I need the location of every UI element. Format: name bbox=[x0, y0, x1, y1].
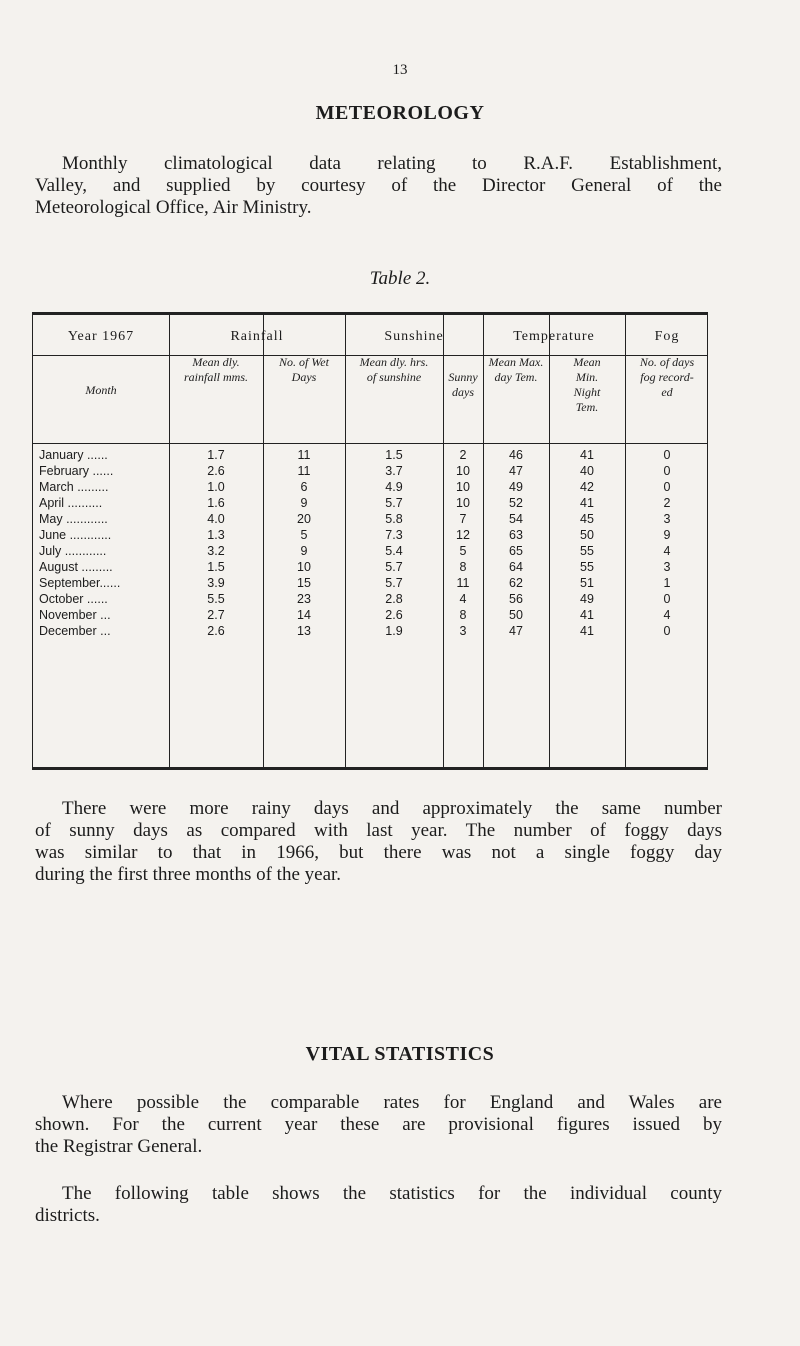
cell-wet-days: 9 bbox=[300, 544, 308, 558]
cell-max-temp: 47 bbox=[509, 624, 523, 638]
cell-wet-days: 23 bbox=[297, 592, 311, 606]
cell-fog-days: 2 bbox=[663, 496, 671, 510]
cell-sunshine-hours: 1.9 bbox=[385, 624, 403, 638]
cell-month: January ...... bbox=[39, 448, 108, 462]
cell-rainfall: 1.7 bbox=[207, 448, 225, 462]
subheader-max-temp: Mean Max. day Tem. bbox=[488, 355, 544, 384]
cell-min-temp: 40 bbox=[580, 464, 594, 478]
cell-sunshine-hours: 3.7 bbox=[385, 464, 403, 478]
header-sunshine: Sunshine bbox=[384, 329, 444, 344]
cell-month: June ............ bbox=[39, 528, 112, 542]
header-year: Year 1967 bbox=[67, 329, 135, 344]
subheader-wet-days: No. of Wet Days bbox=[279, 355, 329, 384]
cell-month: October ...... bbox=[39, 592, 108, 606]
cell-max-temp: 54 bbox=[509, 512, 523, 526]
summary-line: during the first three months of the year. bbox=[35, 864, 342, 885]
cell-min-temp: 41 bbox=[580, 496, 594, 510]
cell-rainfall: 3.9 bbox=[207, 576, 225, 590]
subheader-sunshine-hours: Mean dly. hrs. of sunshine bbox=[359, 355, 429, 384]
cell-rainfall: 1.0 bbox=[207, 480, 225, 494]
cell-min-temp: 49 bbox=[580, 592, 594, 606]
cell-max-temp: 49 bbox=[509, 480, 523, 494]
subheader-month: Month bbox=[85, 383, 117, 397]
summary-line: of sunny days as compared with last year. The number of foggy days bbox=[35, 820, 722, 841]
table-row bbox=[33, 496, 707, 512]
subheader-mean-rainfall: Mean dly. rainfall mms. bbox=[183, 355, 248, 384]
cell-max-temp: 62 bbox=[509, 576, 523, 590]
vital-line: districts. bbox=[35, 1205, 100, 1226]
cell-fog-days: 0 bbox=[663, 624, 671, 638]
cell-min-temp: 55 bbox=[580, 560, 594, 574]
cell-rainfall: 2.7 bbox=[207, 608, 225, 622]
cell-rainfall: 1.3 bbox=[207, 528, 225, 542]
cell-month: August ......... bbox=[39, 560, 113, 574]
cell-wet-days: 11 bbox=[297, 448, 311, 462]
cell-month: April .......... bbox=[39, 496, 103, 510]
cell-min-temp: 41 bbox=[580, 608, 594, 622]
cell-month: December ... bbox=[39, 624, 111, 638]
cell-max-temp: 65 bbox=[509, 544, 523, 558]
table-row bbox=[33, 624, 707, 640]
cell-sunshine-hours: 2.8 bbox=[385, 592, 403, 606]
cell-rainfall: 3.2 bbox=[207, 544, 225, 558]
cell-rainfall: 5.5 bbox=[207, 592, 225, 606]
cell-wet-days: 5 bbox=[300, 528, 308, 542]
subheader-fog-days: No. of days fog record- ed bbox=[639, 355, 695, 399]
cell-min-temp: 55 bbox=[580, 544, 594, 558]
cell-month: February ...... bbox=[39, 464, 114, 478]
cell-rainfall: 4.0 bbox=[207, 512, 225, 526]
climate-table bbox=[32, 312, 708, 770]
cell-sunshine-hours: 2.6 bbox=[385, 608, 403, 622]
table-caption: Table 2. bbox=[369, 268, 431, 289]
cell-fog-days: 4 bbox=[663, 544, 671, 558]
cell-sunny-days: 4 bbox=[459, 592, 467, 606]
cell-sunshine-hours: 5.4 bbox=[385, 544, 403, 558]
page-number: 13 bbox=[392, 62, 408, 78]
cell-sunshine-hours: 1.5 bbox=[385, 448, 403, 462]
header-divider bbox=[33, 443, 707, 444]
cell-fog-days: 0 bbox=[663, 480, 671, 494]
subheader-min-temp: Mean Min. Night Tem. bbox=[573, 355, 601, 414]
cell-wet-days: 11 bbox=[297, 464, 311, 478]
cell-sunny-days: 2 bbox=[459, 448, 467, 462]
cell-wet-days: 6 bbox=[300, 480, 308, 494]
table-row bbox=[33, 544, 707, 560]
cell-min-temp: 41 bbox=[580, 624, 594, 638]
intro-line: Monthly climatological data relating to R.A.F. Establishment, bbox=[62, 153, 722, 174]
cell-sunny-days: 5 bbox=[459, 544, 467, 558]
cell-rainfall: 2.6 bbox=[207, 464, 225, 478]
summary-line: There were more rainy days and approximately the same number bbox=[62, 798, 722, 819]
cell-sunny-days: 11 bbox=[456, 576, 470, 590]
cell-sunny-days: 10 bbox=[456, 496, 470, 510]
cell-sunny-days: 8 bbox=[459, 560, 467, 574]
cell-min-temp: 42 bbox=[580, 480, 594, 494]
vital-line: shown. For the current year these are provisional figures issued by bbox=[35, 1114, 722, 1135]
cell-max-temp: 64 bbox=[509, 560, 523, 574]
cell-month: March ......... bbox=[39, 480, 109, 494]
cell-fog-days: 4 bbox=[663, 608, 671, 622]
cell-sunny-days: 3 bbox=[459, 624, 467, 638]
vital-line: The following table shows the statistics for the individual county bbox=[62, 1183, 722, 1204]
cell-sunny-days: 8 bbox=[459, 608, 467, 622]
header-temperature: Temperature bbox=[513, 329, 595, 344]
cell-wet-days: 9 bbox=[300, 496, 308, 510]
cell-sunshine-hours: 4.9 bbox=[385, 480, 403, 494]
cell-sunshine-hours: 5.7 bbox=[385, 496, 403, 510]
meteorology-title: METEOROLOGY bbox=[315, 102, 485, 124]
table-row bbox=[33, 560, 707, 576]
cell-sunny-days: 7 bbox=[459, 512, 467, 526]
cell-month: September...... bbox=[39, 576, 121, 590]
cell-max-temp: 56 bbox=[509, 592, 523, 606]
intro-line: Valley, and supplied by courtesy of the Director General of the bbox=[35, 175, 722, 196]
cell-fog-days: 3 bbox=[663, 512, 671, 526]
cell-fog-days: 9 bbox=[663, 528, 671, 542]
cell-month: November ... bbox=[39, 608, 111, 622]
cell-rainfall: 2.6 bbox=[207, 624, 225, 638]
intro-line: Meteorological Office, Air Ministry. bbox=[35, 197, 312, 218]
cell-max-temp: 52 bbox=[509, 496, 523, 510]
vital-line: Where possible the comparable rates for England and Wales are bbox=[62, 1092, 722, 1113]
cell-max-temp: 63 bbox=[509, 528, 523, 542]
cell-min-temp: 45 bbox=[580, 512, 594, 526]
cell-sunshine-hours: 7.3 bbox=[385, 528, 403, 542]
table-row bbox=[33, 512, 707, 528]
cell-fog-days: 0 bbox=[663, 464, 671, 478]
subheader-sunny-days: Sunny days bbox=[448, 370, 478, 399]
table-row bbox=[33, 480, 707, 496]
header-fog: Fog bbox=[654, 329, 680, 344]
cell-fog-days: 1 bbox=[663, 576, 671, 590]
cell-min-temp: 50 bbox=[580, 528, 594, 542]
cell-fog-days: 0 bbox=[663, 448, 671, 462]
table-body bbox=[33, 448, 707, 640]
cell-wet-days: 13 bbox=[297, 624, 311, 638]
cell-sunny-days: 12 bbox=[456, 528, 470, 542]
table-row bbox=[33, 576, 707, 592]
summary-line: was similar to that in 1966, but there was not a single foggy day bbox=[35, 842, 722, 863]
cell-sunshine-hours: 5.7 bbox=[385, 576, 403, 590]
table-row bbox=[33, 464, 707, 480]
vital-line: the Registrar General. bbox=[35, 1136, 203, 1157]
cell-min-temp: 51 bbox=[580, 576, 594, 590]
cell-fog-days: 3 bbox=[663, 560, 671, 574]
cell-rainfall: 1.5 bbox=[207, 560, 225, 574]
cell-rainfall: 1.6 bbox=[207, 496, 225, 510]
cell-month: May ............ bbox=[39, 512, 108, 526]
cell-fog-days: 0 bbox=[663, 592, 671, 606]
cell-max-temp: 47 bbox=[509, 464, 523, 478]
cell-sunshine-hours: 5.7 bbox=[385, 560, 403, 574]
cell-wet-days: 20 bbox=[297, 512, 311, 526]
cell-max-temp: 50 bbox=[509, 608, 523, 622]
cell-sunny-days: 10 bbox=[456, 464, 470, 478]
table-row bbox=[33, 592, 707, 608]
cell-wet-days: 15 bbox=[297, 576, 311, 590]
cell-sunny-days: 10 bbox=[456, 480, 470, 494]
cell-wet-days: 10 bbox=[297, 560, 311, 574]
cell-month: July ............ bbox=[39, 544, 107, 558]
table-row bbox=[33, 448, 707, 464]
vital-statistics-title: VITAL STATISTICS bbox=[305, 1043, 495, 1065]
cell-max-temp: 46 bbox=[509, 448, 523, 462]
table-row bbox=[33, 528, 707, 544]
cell-min-temp: 41 bbox=[580, 448, 594, 462]
table-row bbox=[33, 608, 707, 624]
header-rainfall: Rainfall bbox=[230, 329, 284, 344]
cell-sunshine-hours: 5.8 bbox=[385, 512, 403, 526]
cell-wet-days: 14 bbox=[297, 608, 311, 622]
